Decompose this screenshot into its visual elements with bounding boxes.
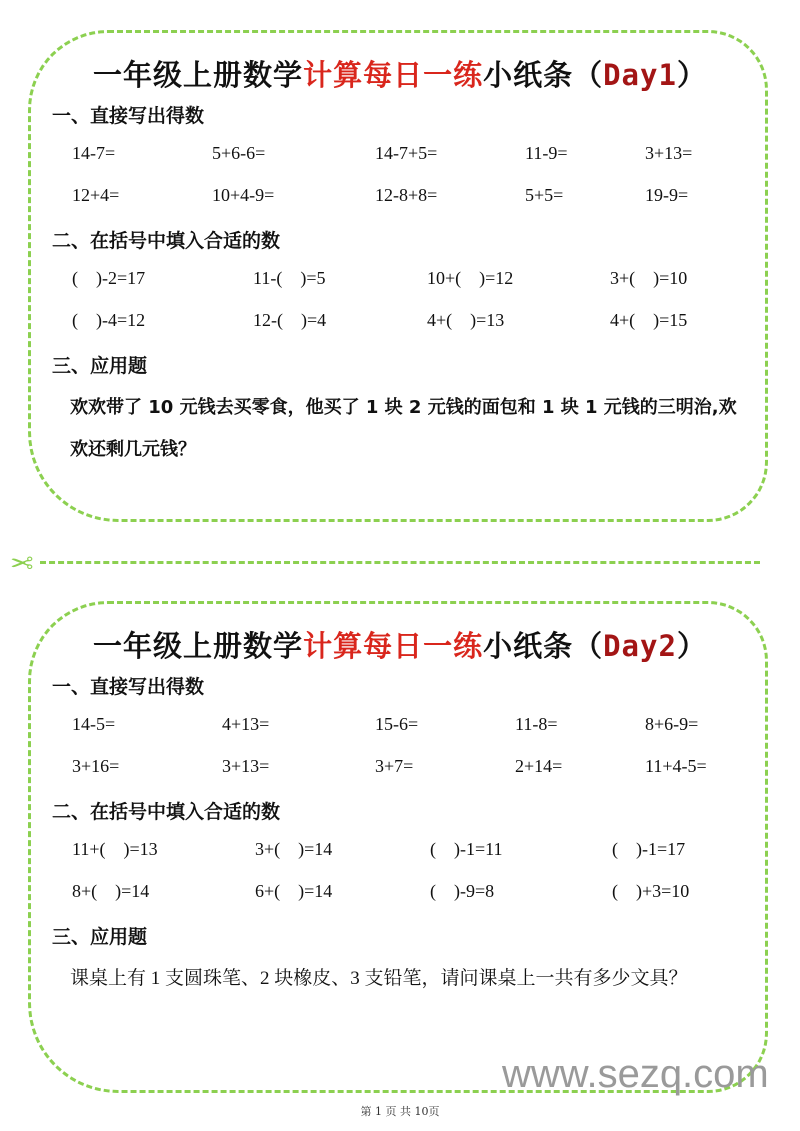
direct-problem: 12-8+8= xyxy=(375,185,438,205)
direct-problem: 14-5= xyxy=(72,714,116,734)
section-heading: 三、应用题 xyxy=(52,926,148,948)
direct-problem: 12+4= xyxy=(72,185,120,205)
fill-in-problem: 11+( )=13 xyxy=(72,839,158,859)
section-heading: 二、在括号中填入合适的数 xyxy=(52,230,281,252)
fill-in-problem: ( )-2=17 xyxy=(72,268,146,288)
title-part: 一年级上册数学 xyxy=(93,58,304,92)
title-part: ） xyxy=(676,629,707,663)
fill-in-problem: 10+( )=12 xyxy=(427,268,514,288)
word-problem: 欢欢带了 10 元钱去买零食，他买了 1 块 2 元钱的面包和 1 块 1 元钱的三明治,欢欢还剩几元钱？ xyxy=(70,397,737,460)
fill-in-problem: 6+( )=14 xyxy=(255,881,333,901)
scissors-icon: ✂ xyxy=(10,547,34,580)
fill-in-problem: 8+( )=14 xyxy=(72,881,150,901)
direct-problem: 3+13= xyxy=(222,756,270,776)
direct-problem: 11-9= xyxy=(525,143,568,163)
direct-problem: 10+4-9= xyxy=(212,185,275,205)
direct-problem: 3+7= xyxy=(375,756,414,776)
fill-in-problem: ( )-1=17 xyxy=(612,839,686,859)
title-part: 小纸条（ xyxy=(483,58,604,92)
direct-problem: 4+13= xyxy=(222,714,270,734)
fill-in-problem: ( )+3=10 xyxy=(612,881,690,901)
fill-in-problem: 4+( )=13 xyxy=(427,310,505,330)
card-title xyxy=(0,53,800,94)
direct-problem: 11+4-5= xyxy=(645,756,707,776)
title-highlight: 计算每日一练 xyxy=(303,58,484,92)
section-heading: 三、应用题 xyxy=(52,355,148,377)
card-title xyxy=(0,624,800,665)
direct-problem: 14-7= xyxy=(72,143,116,163)
word-problem: 课桌上有 1 支圆珠笔、2 块橡皮、3 支铅笔，请问课桌上一共有多少文具？ xyxy=(70,968,688,989)
direct-problem: 15-6= xyxy=(375,714,419,734)
section-heading: 二、在括号中填入合适的数 xyxy=(52,801,281,823)
watermark: www.sezq.com xyxy=(502,1052,769,1096)
direct-problem: 5+6-6= xyxy=(212,143,266,163)
day-label: Day1 xyxy=(603,58,677,92)
cut-line xyxy=(40,561,760,564)
fill-in-problem: 3+( )=10 xyxy=(610,268,688,288)
direct-problem: 11-8= xyxy=(515,714,558,734)
title-part: 一年级上册数学 xyxy=(93,629,304,663)
direct-problem: 3+16= xyxy=(72,756,120,776)
section-heading: 一、直接写出得数 xyxy=(52,105,205,127)
fill-in-problem: ( )-1=11 xyxy=(430,839,503,859)
title-part: ） xyxy=(676,58,707,92)
fill-in-problem: 11-( )=5 xyxy=(253,268,326,288)
direct-problem: 19-9= xyxy=(645,185,689,205)
direct-problem: 5+5= xyxy=(525,185,564,205)
title-part: 小纸条（ xyxy=(483,629,604,663)
direct-problem: 3+13= xyxy=(645,143,693,163)
fill-in-problem: ( )-9=8 xyxy=(430,881,495,901)
direct-problem: 8+6-9= xyxy=(645,714,699,734)
section-heading: 一、直接写出得数 xyxy=(52,676,205,698)
fill-in-problem: 4+( )=15 xyxy=(610,310,688,330)
fill-in-problem: 12-( )=4 xyxy=(253,310,327,330)
title-highlight: 计算每日一练 xyxy=(303,629,484,663)
direct-problem: 2+14= xyxy=(515,756,563,776)
direct-problem: 14-7+5= xyxy=(375,143,438,163)
fill-in-problem: 3+( )=14 xyxy=(255,839,333,859)
fill-in-problem: ( )-4=12 xyxy=(72,310,146,330)
page-footer: 第 1 页 共 10页 xyxy=(360,1105,440,1118)
day-label: Day2 xyxy=(603,629,677,663)
